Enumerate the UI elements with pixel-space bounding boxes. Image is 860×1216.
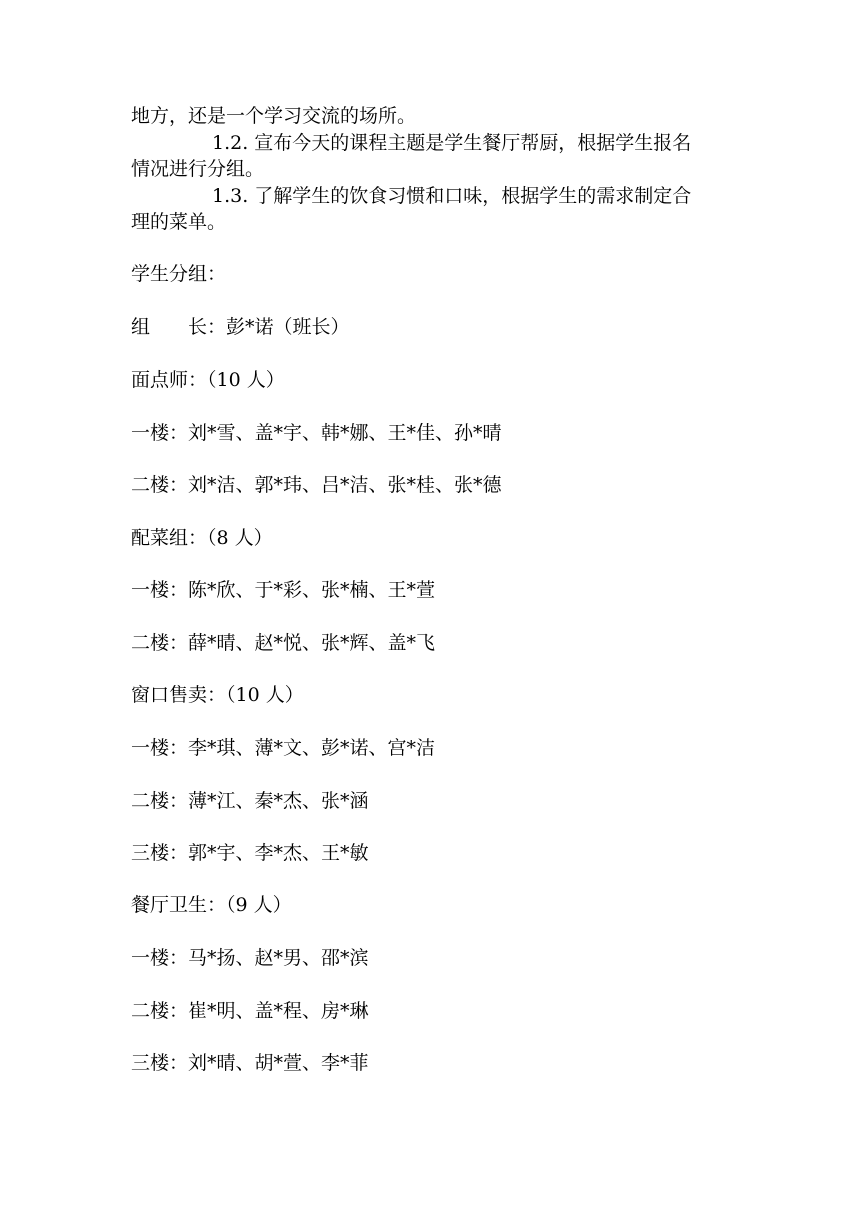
group-pastry-floor-2: 二楼：刘*洁、郭*玮、吕*洁、张*桂、张*德 (131, 474, 502, 496)
group-cleaning-floor-3: 三楼：刘*晴、胡*萱、李*菲 (131, 1052, 369, 1074)
group-title-window: 窗口售卖：（10 人） (131, 684, 304, 706)
item-1-3-line: 1.3. 了解学生的饮食习惯和口味，根据学生的需求制定合 (212, 185, 692, 207)
group-window-floor-2: 二楼：薄*江、秦*杰、张*涵 (131, 790, 369, 812)
group-title-prep: 配菜组：（8 人） (131, 527, 273, 549)
group-cleaning-floor-2: 二楼：崔*明、盖*程、房*琳 (131, 1000, 369, 1022)
group-pastry-floor-1: 一楼：刘*雪、盖*宇、韩*娜、王*佳、孙*晴 (131, 422, 502, 444)
group-window-floor-1: 一楼：李*琪、薄*文、彭*诺、宫*洁 (131, 737, 436, 759)
leader-value: 彭*诺（班长） (226, 316, 350, 338)
group-title-pastry: 面点师：（10 人） (131, 369, 285, 391)
group-prep-floor-1: 一楼：陈*欣、于*彩、张*楠、王*萱 (131, 579, 436, 601)
grouping-heading: 学生分组： (131, 263, 227, 285)
item-1-2-continuation: 情况进行分组。 (131, 158, 265, 180)
leader-label: 组 长： (131, 316, 227, 338)
item-1-3-continuation: 理的菜单。 (131, 211, 227, 233)
group-window-floor-3: 三楼：郭*宇、李*杰、王*敏 (131, 842, 369, 864)
group-title-cleaning: 餐厅卫生：（9 人） (131, 894, 292, 916)
leader-line (131, 315, 350, 339)
item-1-2-line: 1.2. 宣布今天的课程主题是学生餐厅帮厨，根据学生报名 (212, 132, 692, 154)
group-prep-floor-2: 二楼：薛*晴、赵*悦、张*辉、盖*飞 (131, 632, 436, 654)
intro-line: 地方，还是一个学习交流的场所。 (131, 105, 417, 127)
group-cleaning-floor-1: 一楼：马*扬、赵*男、邵*滨 (131, 947, 369, 969)
